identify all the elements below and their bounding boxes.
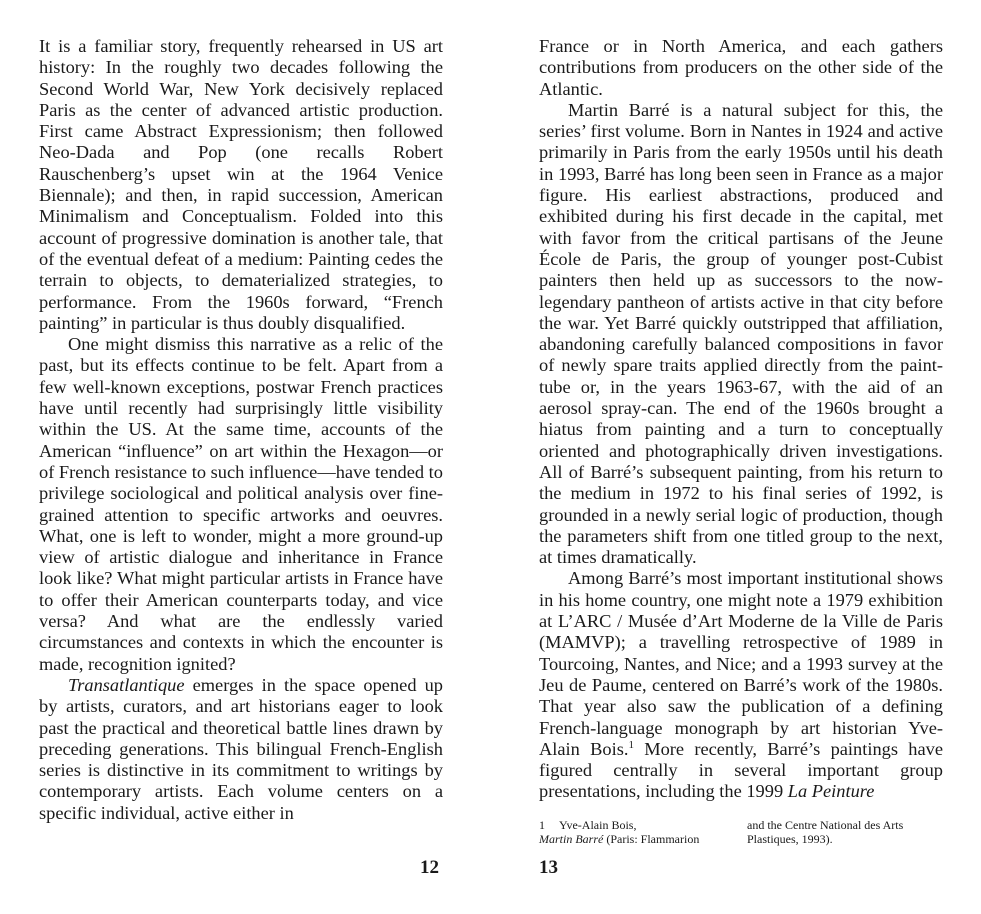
footnote-publisher: (Paris: Flammarion bbox=[603, 832, 700, 846]
footnote-author: Yve-Alain Bois, bbox=[559, 818, 637, 832]
series-title: Transatlantique bbox=[68, 674, 185, 695]
paragraph bbox=[39, 675, 443, 824]
paragraph-text: More recently, Barré’s paintings have figured centrally in several important group presentations, including the 1999 bbox=[539, 738, 943, 802]
paragraph-text: emerges in the space opened up by artists, curators, and art historians eager to look past the practical and theoretical battle lines drawn by preceding generations. This bilingual French-English series is distinctive in its commitment to writings by contemporary artists. Each volume centers on a specific individual, active either in bbox=[39, 674, 443, 823]
footnote-continuation: Plastiques, 1993). bbox=[747, 832, 833, 846]
left-page bbox=[0, 0, 490, 914]
page-number: 13 bbox=[539, 857, 558, 878]
exhibition-title: La Peinture bbox=[787, 781, 875, 802]
right-text-column bbox=[539, 36, 943, 803]
paragraph: France or in North America, and each gathers contributions from producers on the other side of the Atlantic. bbox=[539, 36, 943, 99]
footnote-column-2 bbox=[747, 818, 947, 846]
paragraph: One might dismiss this narrative as a relic of the past, but its effects continue to be felt. Apart from a few well-known exceptions, postwar French practices have until recently had surprisingly little visibility within the US. At the same time, accounts of the American “influence” on art within the Hexagon—or of French resistance to such influence—have tended to privilege sociological and political analysis over fine-grained attention to specific artworks and oeuvres. What, one is left to wonder, might a more ground-up view of artistic dialogue and inheritance in France look like? What might particular artists in France have to offer their American counterparts today, and vice versa? And what are the endlessly varied circumstances and contexts in which the encounter is made, recognition ignited? bbox=[39, 334, 443, 674]
paragraph: Martin Barré is a natural subject for this, the series’ first volume. Born in Nantes in 1924 and active primarily in Paris from the early 1950s until his death in 1993, Barré has long been seen in France as a major figure. His earliest abstractions, produced and exhibited during his first decade in the capital, met with favor from the critical partisans of the Jeune École de Paris, the group of younger post-Cubist painters then held up as successors to the now-legendary pantheon of artists active in that city before the war. Yet Barré quickly outstripped that affiliation, abandoning carefully balanced compositions in favor of newly spare traits applied directly from the paint-tube or, in the years 1963-67, with the aid of an aerosol spray-can. The end of the 1960s brought a hiatus from painting and a turn to conceptually oriented and photographically driven investigations. All of Barré’s subsequent painting, from his return to the medium in 1972 to his final series of 1992, is grounded in a newly serial logic of production, though the parameters shift from one titled group to the next, at times dramatically. bbox=[539, 99, 943, 568]
right-page bbox=[490, 0, 981, 914]
page-number: 12 bbox=[420, 857, 439, 878]
footnote-number: 1 bbox=[539, 818, 545, 832]
paragraph: It is a familiar story, frequently rehearsed in US art history: In the roughly two decades following the Second World War, New York decisively replaced Paris as the center of advanced artistic production. First came Abstract Expressionism; then followed Neo-Dada and Pop (one recalls Robert Rauschenberg’s upset win at the 1964 Venice Biennale); and then, in rapid succession, American Minimalism and Conceptualism. Folded into this account of progressive domination is another tale, that of the eventual defeat of a medium: Painting cedes the terrain to objects, to dematerialized strategies, to performance. From the 1960s forward, “French painting” in particular is thus doubly disqualified. bbox=[39, 36, 443, 333]
paragraph-text: Among Barré’s most important institutional shows in his home country, one might note a 1979 exhibition at L’ARC / Musée d’Art Moderne de la Ville de Paris (MAMVP); a travelling retrospective of 1989 in Tourcoing, Nantes, and Nice; and a 1993 survey at the Jeu de Paume, centered on Barré’s work of the 1980s. That year also saw the publication of a defining French-language monograph by art historian Yve-Alain Bois. bbox=[539, 568, 943, 759]
footnote-book-title: Martin Barré bbox=[539, 832, 604, 846]
left-text-column bbox=[39, 36, 443, 824]
footnote-column-1 bbox=[539, 818, 739, 846]
paragraph bbox=[539, 568, 943, 802]
footnote-reference: 1 bbox=[628, 738, 634, 751]
footnote-continuation: and the Centre National des Arts bbox=[747, 818, 904, 832]
